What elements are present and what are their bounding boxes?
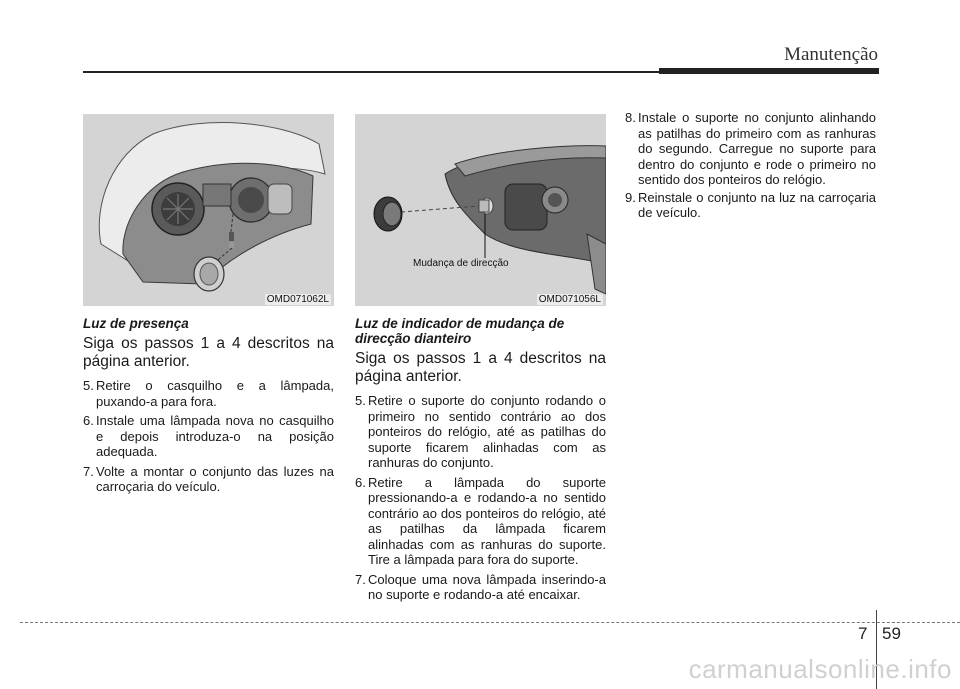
step-number: 7.	[355, 571, 366, 587]
step-item	[83, 413, 334, 460]
lead-paragraph: Siga os passos 1 a 4 descritos na página anterior.	[83, 335, 334, 370]
step-number: 8.	[625, 110, 636, 125]
column-continued-steps	[625, 110, 876, 223]
section-subheading: Luz de presença	[83, 316, 189, 331]
step-number: 5.	[355, 393, 366, 408]
figure-code: OMD071062L	[266, 294, 329, 305]
step-text: Retire a lâmpada do suporte pressionando-a e rodando-a no sentido contrário ao dos ponteiros do relógio, até as patilhas da lâmpada ficarem alinhadas com as ranhuras do suporte. Tire a lâmpada para fora do suporte.	[368, 474, 606, 567]
footer-divider	[20, 622, 960, 623]
step-item	[83, 464, 334, 495]
header-rule	[83, 71, 661, 73]
column-parking-lamp	[83, 316, 334, 499]
page-number: 59	[882, 624, 901, 643]
step-text: Retire o suporte do conjunto rodando o primeiro no sentido contrário ao dos ponteiros do relógio, até as patilhas do suporte ficarem alinhadas com as ranhuras do conjunto.	[368, 393, 606, 470]
step-item	[355, 475, 606, 568]
column-turn-signal	[355, 316, 606, 607]
section-title: Manutenção	[784, 44, 878, 65]
step-item	[355, 572, 606, 603]
lead-paragraph: Siga os passos 1 a 4 descritos na página anterior.	[355, 350, 606, 385]
step-item	[83, 378, 334, 409]
step-list	[83, 378, 334, 495]
step-number: 5.	[83, 378, 94, 393]
step-list	[355, 393, 606, 603]
watermark: carmanualsonline.info	[688, 654, 952, 684]
step-text: Coloque uma nova lâmpada inserindo-a no suporte e rodando-a até encaixar.	[368, 571, 606, 602]
figure-turn-signal	[355, 114, 606, 306]
step-number: 6.	[83, 413, 94, 428]
step-text: Instale o suporte no conjunto alinhando as patilhas do primeiro com as ranhuras do segundo. Carregue no suporte para dentro do conjunto e rode o primeiro no sentido dos ponteiros do relógio.	[638, 110, 876, 187]
step-number: 6.	[355, 474, 366, 490]
step-text: Retire o casquilho e a lâmpada, puxando-a para fora.	[96, 378, 334, 409]
figure-parking-lamp	[83, 114, 334, 306]
turn-signal-illustration	[355, 114, 606, 306]
step-list	[625, 110, 876, 221]
header-rule-accent	[659, 68, 879, 74]
step-item	[355, 393, 606, 471]
step-text: Instale uma lâmpada nova no casquilho e depois introduza-o na posição adequada.	[96, 413, 334, 459]
callout-label: Mudança de direcção	[413, 258, 509, 269]
step-text: Volte a montar o conjunto das luzes na carroçaria do veículo.	[96, 463, 334, 494]
step-number: 9.	[625, 189, 636, 205]
step-item	[625, 190, 876, 221]
section-subheading: Luz de indicador de mudança de direcção dianteiro	[355, 316, 565, 346]
figure-code: OMD071056L	[538, 294, 601, 305]
headlamp-illustration	[83, 114, 334, 306]
step-number: 7.	[83, 463, 94, 479]
step-item	[625, 110, 876, 188]
chapter-number: 7	[858, 624, 868, 643]
step-text: Reinstale o conjunto na luz na carroçaria de veículo.	[638, 189, 876, 220]
